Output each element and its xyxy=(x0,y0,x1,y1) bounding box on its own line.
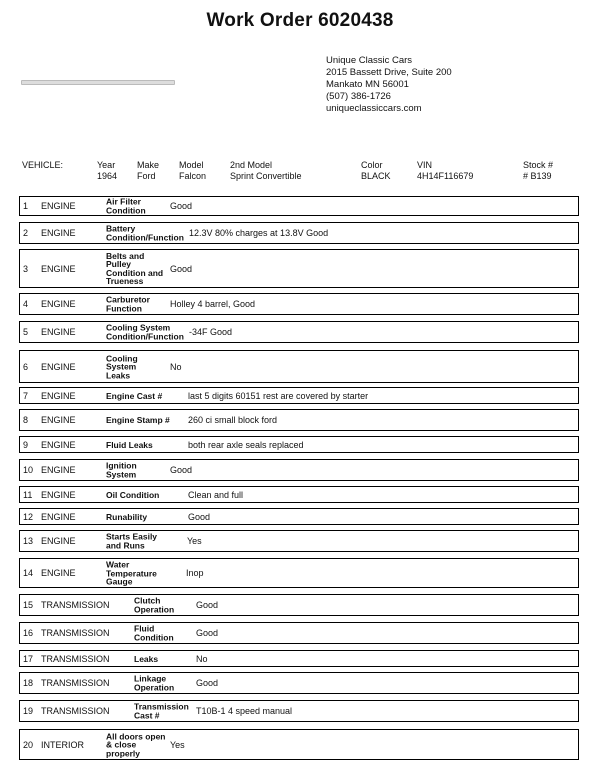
vehicle-model-header: Model xyxy=(179,160,204,170)
row-category: ENGINE xyxy=(41,489,76,500)
row-item: Cooling System Condition/Function xyxy=(106,322,184,341)
vehicle-stock-header: Stock # xyxy=(523,160,554,170)
inspection-row xyxy=(19,558,579,588)
vehicle-color-value: BLACK xyxy=(361,171,391,181)
vehicle-make-header: Make xyxy=(137,160,160,170)
row-item: Engine Stamp # xyxy=(106,414,170,425)
vehicle-year xyxy=(97,160,117,182)
row-item: Linkage Operation xyxy=(134,673,175,692)
company-name: Unique Classic Cars xyxy=(326,55,413,66)
row-category: ENGINE xyxy=(41,327,76,337)
row-number: 14 xyxy=(23,568,34,578)
row-category: ENGINE xyxy=(41,568,76,578)
vehicle-model-value: Falcon xyxy=(179,171,207,181)
row-item: Leaks xyxy=(134,653,159,664)
row-category: ENGINE xyxy=(41,465,76,475)
inspection-row xyxy=(19,672,579,694)
row-category: ENGINE xyxy=(41,201,76,211)
row-number: 9 xyxy=(23,439,29,450)
vehicle-color xyxy=(361,160,391,182)
row-item: Carburetor Function xyxy=(106,294,150,313)
inspection-row xyxy=(19,530,579,552)
row-category: ENGINE xyxy=(41,536,76,546)
row-number: 10 xyxy=(23,465,34,475)
vehicle-year-header: Year xyxy=(97,160,116,170)
row-value: Yes xyxy=(187,536,202,546)
page-title: Work Order 6020438 xyxy=(206,10,394,31)
row-number: 18 xyxy=(23,678,34,688)
row-item: Water Temperature Gauge xyxy=(106,559,157,587)
vehicle-model2 xyxy=(230,160,302,182)
row-number: 7 xyxy=(23,390,29,401)
vehicle-vin-value: 4H14F116679 xyxy=(417,171,474,181)
row-item: Runability xyxy=(106,511,148,522)
row-category: ENGINE xyxy=(41,361,76,372)
vehicle-vin-header: VIN xyxy=(417,160,433,170)
row-value: Good xyxy=(188,511,211,522)
inspection-row xyxy=(19,508,579,525)
row-number: 4 xyxy=(23,299,29,309)
inspection-row xyxy=(19,196,579,216)
row-value: -34F Good xyxy=(189,327,233,337)
inspection-row xyxy=(19,650,579,667)
row-number: 6 xyxy=(23,361,29,372)
inspection-row xyxy=(19,700,579,722)
inspection-row xyxy=(19,293,579,315)
row-number: 3 xyxy=(23,263,29,274)
row-category: TRANSMISSION xyxy=(41,600,110,610)
vehicle-label: VEHICLE: xyxy=(22,160,64,170)
row-number: 12 xyxy=(23,511,34,522)
row-item: Transmission Cast # xyxy=(134,701,189,720)
company-address-line2: Mankato MN 56001 xyxy=(326,79,409,90)
vehicle-model xyxy=(179,160,206,182)
inspection-row xyxy=(19,222,579,244)
row-item: All doors open & close properly xyxy=(106,730,166,758)
row-item: Engine Cast # xyxy=(106,390,163,401)
inspection-row xyxy=(19,459,579,481)
row-item: Belts and Pulley Condition and Trueness xyxy=(106,250,164,286)
inspection-row xyxy=(19,486,579,503)
row-category: ENGINE xyxy=(41,439,76,450)
row-number: 19 xyxy=(23,706,34,716)
row-number: 20 xyxy=(23,739,34,750)
vehicle-model2-value: Sprint Convertible xyxy=(230,171,302,181)
row-value: Good xyxy=(170,263,193,274)
row-category: ENGINE xyxy=(41,299,76,309)
vehicle-model2-header: 2nd Model xyxy=(230,160,273,170)
row-value: last 5 digits 60151 rest are covered by starter xyxy=(188,390,369,401)
row-value: 12.3V 80% charges at 13.8V Good xyxy=(189,228,329,238)
row-number: 1 xyxy=(23,201,29,211)
vehicle-make-value: Ford xyxy=(137,171,156,181)
vehicle-stock-value: # B139 xyxy=(523,171,552,181)
inspection-row xyxy=(19,321,579,343)
vehicle-stock xyxy=(523,160,553,182)
row-value: Yes xyxy=(170,739,185,750)
row-number: 17 xyxy=(23,653,34,664)
row-value: T10B-1 4 speed manual xyxy=(196,706,293,716)
company-info xyxy=(326,55,452,115)
inspection-row xyxy=(19,409,579,431)
row-number: 13 xyxy=(23,536,34,546)
row-item: Starts Easily and Runs xyxy=(106,531,158,550)
inspection-row xyxy=(19,436,579,453)
row-value: 260 ci small block ford xyxy=(188,415,278,425)
row-number: 8 xyxy=(23,415,29,425)
row-category: TRANSMISSION xyxy=(41,678,110,688)
row-number: 16 xyxy=(23,628,34,638)
row-number: 11 xyxy=(23,489,33,500)
vehicle-year-value: 1964 xyxy=(97,171,118,181)
company-phone: (507) 386-1726 xyxy=(326,91,391,102)
row-category: TRANSMISSION xyxy=(41,706,110,716)
row-category: ENGINE xyxy=(41,511,76,522)
inspection-row xyxy=(19,387,579,404)
inspection-row xyxy=(19,350,579,383)
row-value: Holley 4 barrel, Good xyxy=(170,299,256,309)
row-category: ENGINE xyxy=(41,228,76,238)
row-category: ENGINE xyxy=(41,263,76,274)
row-item: Oil Condition xyxy=(106,489,160,500)
row-number: 5 xyxy=(23,327,29,337)
vehicle-vin xyxy=(417,160,473,182)
row-value: Good xyxy=(196,600,219,610)
company-address-line1: 2015 Bassett Drive, Suite 200 xyxy=(326,67,452,78)
company-website[interactable]: uniqueclassiccars.com xyxy=(326,103,422,114)
row-category: TRANSMISSION xyxy=(41,653,110,664)
row-value: Good xyxy=(196,678,219,688)
company-logo-placeholder xyxy=(21,80,175,85)
row-category: ENGINE xyxy=(41,415,76,425)
inspection-row xyxy=(19,729,579,760)
row-item: Clutch Operation xyxy=(134,595,175,614)
row-item: Fluid Condition xyxy=(134,623,174,642)
row-category: ENGINE xyxy=(41,390,76,401)
vehicle-color-header: Color xyxy=(361,160,383,170)
row-value: Clean and full xyxy=(188,489,244,500)
row-value: both rear axle seals replaced xyxy=(188,439,304,450)
row-value: Good xyxy=(170,201,193,211)
row-item: Ignition System xyxy=(106,460,137,479)
row-item: Cooling System Leaks xyxy=(106,352,138,380)
row-number: 15 xyxy=(23,600,34,610)
row-value: Good xyxy=(196,628,219,638)
inspection-row xyxy=(19,249,579,288)
row-value: Good xyxy=(170,465,193,475)
inspection-row xyxy=(19,622,579,644)
row-value: No xyxy=(170,361,182,372)
row-item: Fluid Leaks xyxy=(106,439,153,450)
inspection-row xyxy=(19,594,579,616)
row-category: TRANSMISSION xyxy=(41,628,110,638)
row-value: No xyxy=(196,653,208,664)
row-value: Inop xyxy=(186,568,204,578)
row-category: INTERIOR xyxy=(41,739,85,750)
row-number: 2 xyxy=(23,228,29,238)
row-item: Battery Condition/Function xyxy=(106,223,184,242)
row-item: Air Filter Condition xyxy=(106,196,146,215)
vehicle-make xyxy=(137,160,159,182)
